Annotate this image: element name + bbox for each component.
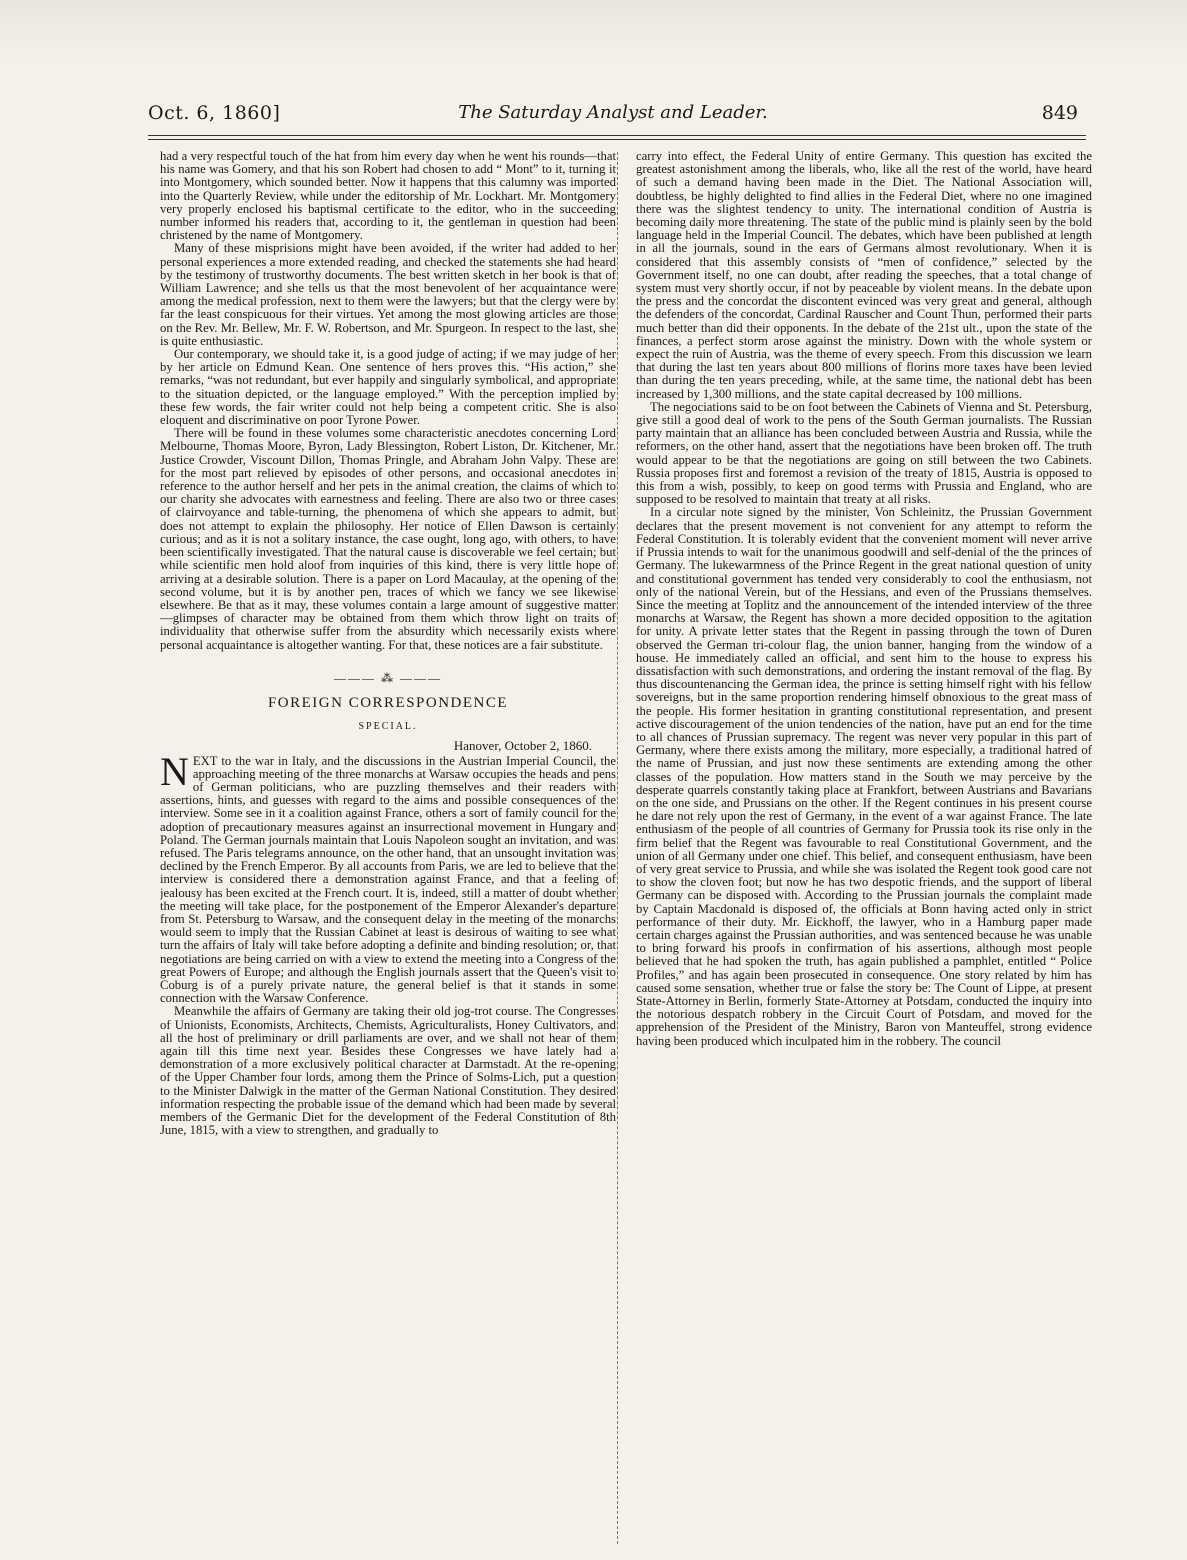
left-column bbox=[160, 150, 616, 1548]
page-number: 849 bbox=[1041, 102, 1078, 124]
left-paragraph-after-1: Meanwhile the affairs of Germany are taking their old jog-trot course. The Congresses of Unionists, Economists, Architects, Chemists, Agriculturalists, Honey Cultivators, and all the host of preliminary or drill parliaments are over, and we shall not hear of them again till this time next year. Besides these Congresses we have lately had a demonstration of a more exclusively political character at Darmstadt. At the re-opening of the Upper Chamber four lords, among them the Prince of Solms-Lich, put a question to the Minister Dalwigk in the matter of the German National Constitution. They desired information respecting the probable issue of the demand which had been made by several members of the Germanic Diet for the development of the Federal Constitution of 8th June, 1815, with a view to strengthen, and gradually to bbox=[160, 1004, 616, 1138]
section-subtitle: SPECIAL. bbox=[358, 721, 418, 733]
right-column bbox=[636, 150, 1092, 1548]
left-paragraph-1: had a very respectful touch of the hat from him every day when he went his rounds—that his name was Gomery, and that his son Robert had chosen to add “ Mont” to it, turning it into Montgomery, which sounded better. Now it happens that this calumny was imported into the Quarterly Review, while under the editorship of Mr. Lockhart. Mr. Montgomery very properly enclosed his baptismal certificate to the editor, who in the succeeding number informed his readers that, according to it, the gentleman in question had been christened by the name of Montgomery. bbox=[160, 150, 616, 243]
header-rule-top bbox=[148, 135, 1086, 136]
lead-paragraph: EXT to the war in Italy, and the discussions in the Austrian Imperial Council, the approaching meeting of the three monarchs at Warsaw occupies the heads and pens of German politicians, who are puzzling themselves and their readers with assertions, hints, and guesses with regard to the aims and possible consequences of the interview. Some see in it a coalition against France, others a sort of family council for the adoption of precautionary measures against an insurrectional movement in Hungary and Poland. The German journals maintain that Louis Napoleon sought an invitation, and was refused. The Paris telegrams announce, on the other hand, that an unsought invitation was declined by the French Emperor. By all accounts from Paris, we are led to believe that the interview is considered there a demonstration against France, and that a feeling of jealousy has been excited at the French court. It is, indeed, still a matter of doubt whether the meeting will take place, for the postponement of the Emperor Alexander's departure from St. Petersburg to Warsaw, and the consequent delay in the meeting of the monarchs would seem to imply that the Russian Cabinet at least is desirous of waiting to see what turn the affairs of Italy will take before adopting a definite and binding resolution; or, that negotiations are being carried on with a view to extend the meeting into a Congress of the great Powers of Europe; and although the English journals assert that the Queen's visit to Coburg is of a purely private nature, the general belief is that it stands in some connection with the Warsaw Conference. bbox=[160, 753, 616, 1006]
dateline: Hanover, October 2, 1860. bbox=[453, 738, 592, 754]
right-paragraph-1: carry into effect, the Federal Unity of entire Germany. This question has excited the greatest astonishment among the liberals, who, like all the rest of the world, have heard of such a demand having been made in the Diet. The National Association will, doubtless, be highly delighted to find allies in the Federal Diet, where no one imagined there was the slightest tendency to unity. The international condition of Austria is becoming daily more threatening. The state of the public mind is plainly seen by the bold language held in the Imperial Council. The debates, which have been published at length in all the journals, sound in the ears of Germans almost revolutionary. When it is considered that this assembly consists of “men of confidence,” selected by the Government itself, no one can doubt, after reading the speeches, that a total change of system must very shortly occur, if not by peaceable by violent means. In the debate upon the press and the concordat the discontent evinced was very great and general, although the defenders of the concordat, Cardinal Rauscher and Count Thun, performed their parts much better than did their opponents. In the debate of the 21st ult., upon the state of the finances, a perfect storm arose against the ministry. Down with the whole system or expect the ruin of Austria, was the theme of every speech. From this discussion we learn that during the last ten years about 800 millions of florins more taxes have been levied than during the ten years preceding, while, at the same time, the national debt has been increased by 1,300 millions, and the state capital decreased by 100 millions. bbox=[636, 150, 1092, 401]
section-title: FOREIGN CORRESPONDENCE bbox=[267, 694, 509, 711]
right-paragraph-2: The negociations said to be on foot between the Cabinets of Vienna and St. Petersburg, give still a good deal of work to the pens of the South German journalists. The Russian party maintain that an alliance has been concluded between Austria and Russia, while the reformers, on the other hand, assert that the negotiations have been broken off. The truth would appear to be that the negotiations are going on still between the two Cabinets. Russia proposes first and foremost a revision of the treaty of 1815, Austria is opposed to this from a wish, possibly, to keep on good terms with Prussia and England, who are supposed to be resolved to maintain that treaty at all risks. bbox=[636, 399, 1092, 507]
left-paragraph-2: Many of these misprisions might have been avoided, if the writer had added to her personal experiences a more extended reading, and checked the statements she had heard by the testimony of trustworthy documents. The best written sketch in her book is that of William Lawrence; and she tells us that the most benevolent of her acquaintance were among the medical profession, next to them were the lawyers; but that the clergy were by far the least conspicuous for their virtues. Yet among the most glowing articles are those on the Rev. Mr. Bellew, Mr. F. W. Robertson, and Mr. Spurgeon. In respect to the last, she is quite enthusiastic. bbox=[160, 241, 616, 348]
left-paragraph-3: Our contemporary, we should take it, is a good judge of acting; if we may judge of her by her article on Edmund Kean. One sentence of hers proves this. “His action,” she remarks, “was not redundant, but ever happily and singularly symbolical, and appropriate to the situation depicted, or the language employed.” With the perception implied by these few words, the fair writer could not help being a competent critic. She is also eloquent and discriminative on poor Tyrone Power. bbox=[160, 347, 616, 428]
header-rule-bottom bbox=[148, 139, 1086, 140]
drop-cap: N bbox=[160, 748, 189, 794]
left-paragraph-4: There will be found in these volumes some characteristic anecdotes concerning Lord Melbourne, Thomas Moore, Byron, Lady Blessington, Robert Liston, Dr. Kitchener, Mr. Justice Crowder, Viscount Dillon, Thomas Pringle, and Abraham John Valpy. These are for the most part relieved by episodes of other persons, and occasional anecdotes in reference to the author herself and her pets in the animal creation, the claims of which to our charity she advocates with earnestness and feeling. There are also two or three cases of clairvoyance and table-turning, the phenomena of which she appears to admit, but does not attempt to explain the philosophy. Her notice of Ellen Dawson is certainly curious; and as it is not a solitary instance, the case ought, long ago, with others, to have been scientifically investigated. That the natural cause is discoverable we feel certain; but while scientific men hold aloof from inquiries of this kind, there is very little hope of arriving at a desirable solution. There is a paper on Lord Macaulay, at the opening of the second volume, but it is by another pen, traces of which we fancy we see likewise elsewhere. Be that as it may, these volumes contain a large amount of suggestive matter—glimpses of character may be obtained from them which throw light on traits of individuality that otherwise suffer from the absurdity which necessarily exists where personal acquaintance is altogether wanting. For that, these notices are a fair substitute. bbox=[160, 426, 616, 652]
page-edge-scuff bbox=[0, 0, 1187, 60]
running-header bbox=[148, 102, 1078, 128]
header-title: The Saturday Analyst and Leader. bbox=[458, 102, 768, 123]
column-divider bbox=[617, 152, 618, 1544]
lead-paragraph-block bbox=[160, 748, 616, 1006]
right-paragraph-3: In a circular note signed by the minister, Von Schleinitz, the Prussian Government declares that the present movement is not convenient for any attempt to reform the Federal Constitution. It is tolerably evident that the convenient moment will never arrive if Prussia intends to wait for the unanimous goodwill and self-denial of the the princes of Germany. The lukewarmness of the Prince Regent in the great national question of unity and constitutional government has tended very considerably to cool the enthusiasm, not only of the national Verein, but of the Hessians, and even of the Prussians themselves. Since the meeting at Toplitz and the announcement of the intended interview of the three monarchs at Warsaw, the Regent has shown a more decided opposition to the agitation for unity. A private letter states that the Regent in passing through the town of Duren observed the German tri-colour flag, the union banner, hanging from the window of a house. He immediately called an official, and sent him to the house to express his dissatisfaction with such demonstrations, and ordering the instant removal of the flag. By thus discountenancing the German idea, the prince is setting himself right with his fellow sovereigns, but in the same proportion rendering himself obnoxious to the great mass of the people. His former hesitation in granting constitutional representation, and present active discouragement of the union tendencies of the nation, have put an end for the time to all chances of Prussian supremacy. The regent was never very popular in this part of Germany, where there exists among the military, more especially, a traditional hatred of the name of Prussian, and just now these sentiments are extending among the other classes of the population. How matters stand in the South we may perceive by the desperate quarrels constantly taking place at Frankfort, between Austrians and Bavarians on the one side, and Prussians on the other. If the Regent continues in his present course he dare not rely upon the rest of Germany, in the event of a war against France. The late enthusiasm of the people of all countries of Germany for Prussia took its rise only in the firm belief that the Regent was favourable to real Constitutional Government, and the union of all Germany under one chief. This belief, and consequent enthusiasm, have been of very great service to Prussia, and while she was isolated the Regent took good care not to show the cloven foot; but now he has two despotic friends, and the support of liberal Germany can be disposed with. According to the Prussian journals the complaint made by Captain Macdonald is disposed of, the officials at Bonn having acted only in strict performance of their duty. Mr. Eickhoff, the lawyer, who in a Hamburg paper made certain charges against the Prussian authorities, and was sentenced because he was unable to bring forward his proofs in confirmation of his assertions, although most people believed that he had spoken the truth, has again published a pamphlet, entitled “ Police Profiles,” and has again been prosecuted in consequence. One story related by him has caused some sensation, whether true or false the story be: The Count of Lippe, at present State-Attorney in Berlin, formerly State-Attorney at Potsdam, conducted the inquiry into the notorious despatch robbery in the Circuit Court of Potsdam, and moved for the apprehension of the President of the Ministry, Baron von Manteuffel, strong evidence having been produced which inculpated him in the robbery. The council bbox=[636, 505, 1092, 1048]
header-date: Oct. 6, 1860] bbox=[148, 102, 281, 124]
section-ornament: ——— ⁂ ——— bbox=[334, 670, 442, 685]
